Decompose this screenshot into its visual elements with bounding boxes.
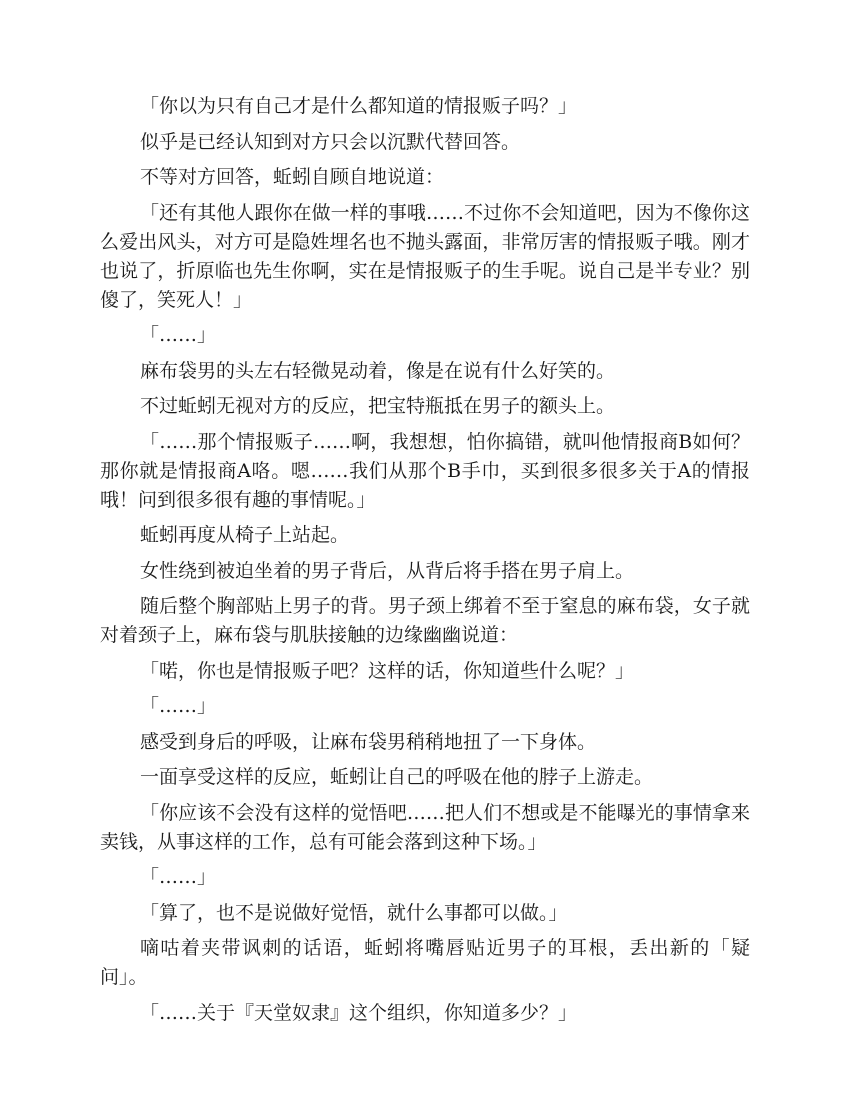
paragraph: 「……」 (140, 695, 217, 717)
paragraph: 感受到身后的呼吸，让麻布袋男稍稍地扭了一下身体。 (140, 730, 597, 753)
paragraph: 「……」 (140, 866, 217, 888)
paragraph: 「你以为只有自己才是什么都知道的情报贩子吗？」 (140, 95, 578, 117)
paragraph: 「你应该不会没有这样的觉悟吧……把人们不想或是不能曝光的事情拿来卖钱，从事这样的工作，总有可能会落到这种下场。」 (100, 801, 750, 853)
paragraph: 随后整个胸部贴上男子的背。男子颈上绑着不至于窒息的麻布袋，女子就对着颈子上，麻布袋与肌肤接触的边缘幽幽说道： (100, 595, 750, 646)
paragraph: 蚯蚓再度从椅子上站起。 (140, 524, 350, 546)
document-page (100, 92, 750, 1034)
paragraph: 一面享受这样的反应，蚯蚓让自己的呼吸在他的脖子上游走。 (140, 766, 654, 788)
paragraph: 「算了，也不是说做好觉悟，就什么事都可以做。」 (140, 901, 568, 924)
paragraph: 「……关于『天堂奴隶』这个组织，你知道多少？」 (140, 1001, 578, 1024)
paragraph: 「还有其他人跟你在做一样的事哦……不过你不会知道吧，因为不像你这么爱出风头，对方可是隐姓埋名也不抛头露面，非常厉害的情报贩子哦。刚才也说了，折原临也先生你啊，实在是情报贩子的生手呢。说自己是半专业？别傻了，笑死人！」 (100, 201, 750, 311)
paragraph: 「喏，你也是情报贩子吧？这样的话，你知道些什么呢？」 (140, 659, 635, 682)
paragraph: 不过蚯蚓无视对方的反应，把宝特瓶抵在男子的额头上。 (140, 395, 616, 417)
paragraph: 不等对方回答，蚯蚓自顾自地说道： (140, 166, 445, 188)
paragraph: 麻布袋男的头左右轻微晃动着，像是在说有什么好笑的。 (140, 359, 616, 382)
paragraph: 「……那个情报贩子……啊，我想想，怕你搞错，就叫他情报商B如何？那你就是情报商A咯。嗯……我们从那个B手巾，买到很多很多关于A的情报哦！问到很多很有趣的事情呢。」 (100, 430, 750, 511)
paragraph: 嘀咕着夹带讽刺的话语，蚯蚓将嘴唇贴近男子的耳根，丢出新的「疑问」。 (100, 937, 750, 988)
paragraph: 似乎是已经认知到对方只会以沉默代替回答。 (140, 130, 521, 153)
paragraph: 「……」 (140, 324, 217, 346)
paragraph: 女性绕到被迫坐着的男子背后，从背后将手搭在男子肩上。 (140, 559, 635, 582)
